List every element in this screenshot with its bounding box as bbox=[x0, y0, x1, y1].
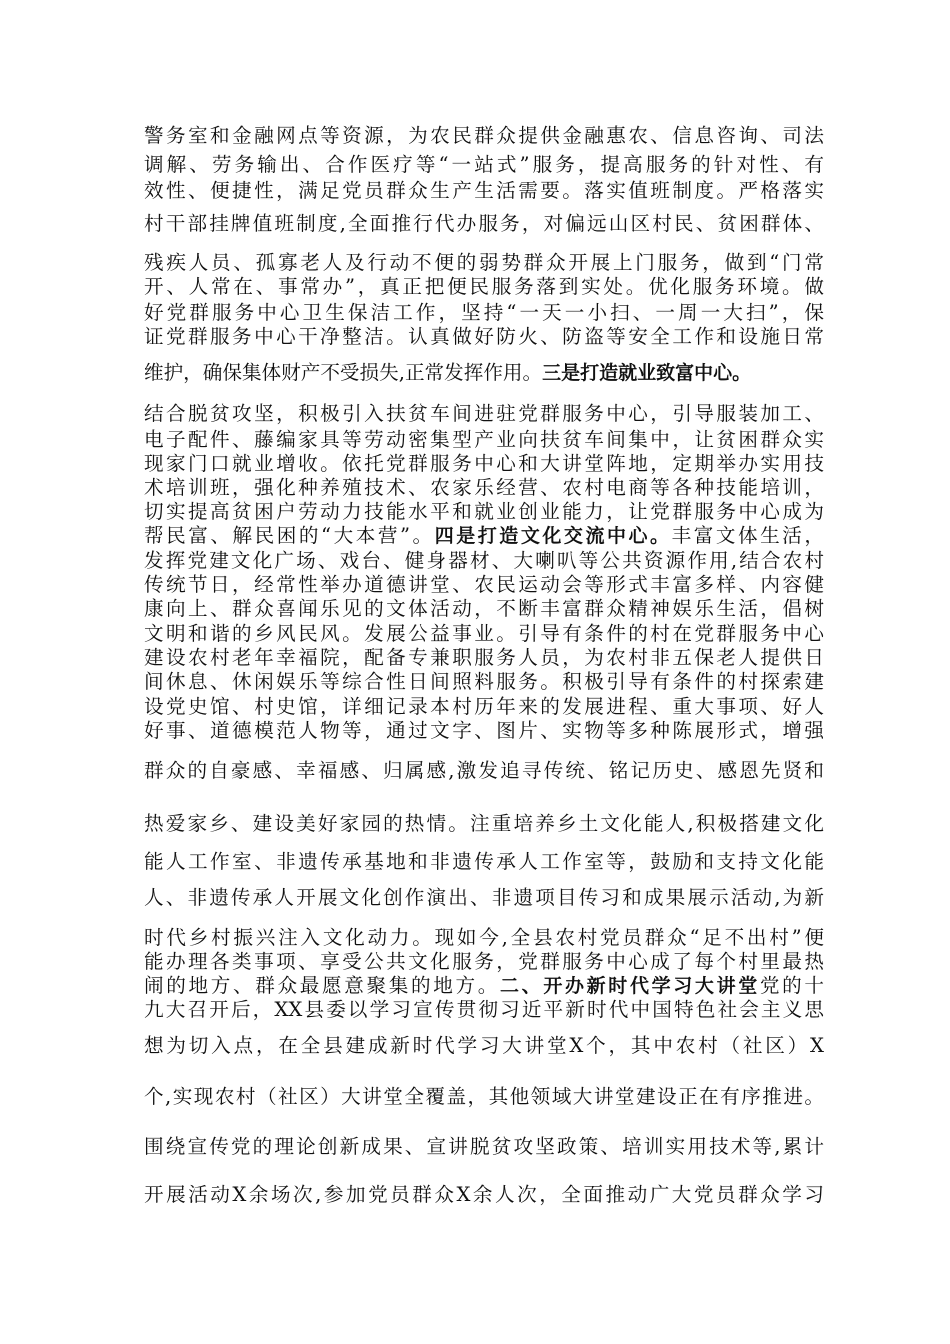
line-text: 时代乡村振兴注入文化动力。现如今,全县农村党员群众“足不出村”便 bbox=[144, 926, 824, 949]
text-line bbox=[144, 809, 824, 839]
line-text: 传统节日，经常性举办道德讲堂、农民运动会等形式丰富多样、内容健 bbox=[144, 573, 824, 596]
text-line bbox=[144, 756, 824, 786]
line-text: 术培训班，强化种养殖技术、农家乐经营、农村电商等各种技能培训， bbox=[144, 476, 824, 499]
text-line bbox=[144, 995, 824, 1025]
line-text: 设党史馆、村史馆，详细记录本村历年来的发展进程、重大事项、好人 bbox=[144, 695, 824, 718]
text-line bbox=[144, 1082, 824, 1112]
line-text: 人、非遗传承人开展文化创作演出、非遗项目传习和成果展示活动,为新 bbox=[144, 886, 824, 909]
line-text: 能人工作室、非遗传承基地和非遗传承人工作室等，鼓励和支持文化能 bbox=[144, 850, 824, 873]
line-text: 帮民富、解民困的“大本营”。 bbox=[144, 524, 435, 547]
section-heading: 四是打造文化交流中心。 bbox=[434, 525, 672, 547]
text-line bbox=[144, 883, 824, 913]
text-line bbox=[144, 1180, 824, 1210]
section-heading: 三是打造就业致富中心。 bbox=[542, 362, 752, 384]
line-text: 切实提高贫困户劳动力技能水平和就业创业能力，让党群服务中心成为 bbox=[144, 500, 824, 523]
text-line bbox=[144, 322, 824, 352]
line-text: 发挥党建文化广场、戏台、健身器材、大喇叭等公共资源作用,结合农村 bbox=[144, 549, 824, 572]
text-line bbox=[144, 209, 824, 239]
line-text: 调解、劳务输出、合作医疗等“一站式”服务，提高服务的针对性、有 bbox=[144, 153, 824, 176]
line-text: 闹的地方、群众最愿意聚集的地方。 bbox=[144, 974, 501, 997]
line-text: 能办理各类事项、享受公共文化服务，党群服务中心成了每个村里最热 bbox=[144, 950, 824, 973]
text-line bbox=[144, 1031, 824, 1061]
line-text-after: 党的十 bbox=[759, 974, 825, 997]
line-text: 村干部挂牌值班制度,全面推行代办服务，对偏远山区村民、贫困群体、 bbox=[144, 212, 824, 235]
text-line bbox=[144, 1132, 824, 1162]
line-text: 开展活动X余场次,参加党员群众X余人次，全面推动广大党员群众学习 bbox=[144, 1183, 824, 1206]
text-line bbox=[144, 358, 824, 388]
line-text-after: 丰富文体生活， bbox=[671, 524, 824, 547]
line-text: 个,实现农村（社区）大讲堂全覆盖，其他领域大讲堂建设正在有序推进。 bbox=[144, 1085, 824, 1108]
text-line bbox=[144, 176, 824, 206]
line-text: 残疾人员、孤寡老人及行动不便的弱势群众开展上门服务，做到“门常 bbox=[144, 251, 824, 274]
line-text: 结合脱贫攻坚，积极引入扶贫车间进驻党群服务中心，引导服装加工、 bbox=[144, 402, 824, 425]
line-text: 围绕宣传党的理论创新成果、宣讲脱贫攻坚政策、培训实用技术等,累计 bbox=[144, 1135, 824, 1158]
line-text: 间休息、休闲娱乐等综合性日间照料服务。积极引导有条件的村探索建 bbox=[144, 670, 824, 693]
line-text: 电子配件、藤编家具等劳动密集型产业向扶贫车间集中，让贫困群众实 bbox=[144, 428, 824, 451]
text-line bbox=[144, 121, 824, 151]
line-text: 建设农村老年幸福院，配备专兼职服务人员，为农村非五保老人提供日 bbox=[144, 646, 824, 669]
text-line bbox=[144, 716, 824, 746]
section-heading: 二、开办新时代学习大讲堂 bbox=[500, 975, 760, 997]
text-line bbox=[144, 847, 824, 877]
line-text: 文明和谐的乡风民风。发展公益事业。引导有条件的村在党群服务中心 bbox=[144, 622, 824, 645]
line-text: 警务室和金融网点等资源，为农民群众提供金融惠农、信息咨询、司法 bbox=[144, 124, 824, 147]
line-text: 好党群服务中心卫生保洁工作，坚持“一天一小扫、一周一大扫”，保 bbox=[144, 301, 824, 324]
line-text: 维护，确保集体财产不受损失,正常发挥作用。 bbox=[144, 361, 543, 384]
line-text: 想为切入点，在全县建成新时代学习大讲堂X个，其中农村（社区）X bbox=[144, 1034, 824, 1057]
line-text: 开、人常在、事常办”，真正把便民服务落到实处。优化服务环境。做 bbox=[144, 275, 824, 298]
line-text: 热爱家乡、建设美好家园的热情。注重培养乡土文化能人,积极搭建文化 bbox=[144, 812, 824, 835]
line-text: 现家门口就业增收。依托党群服务中心和大讲堂阵地，定期举办实用技 bbox=[144, 452, 824, 475]
line-text: 好事、道德模范人物等，通过文字、图片、实物等多种陈展形式，增强 bbox=[144, 719, 824, 742]
line-text: 证党群服务中心干净整洁。认真做好防火、防盗等安全工作和设施日常 bbox=[144, 325, 824, 348]
line-text: 九大召开后，XX县委以学习宣传贯彻习近平新时代中国特色社会主义思 bbox=[144, 998, 824, 1021]
line-text: 效性、便捷性，满足党员群众生产生活需要。落实值班制度。严格落实 bbox=[144, 179, 824, 202]
line-text: 康向上、群众喜闻乐见的文体活动，不断丰富群众精神娱乐生活，倡树 bbox=[144, 597, 824, 620]
line-text: 群众的自豪感、幸福感、归属感,激发追寻传统、铭记历史、感恩先贤和 bbox=[144, 759, 824, 782]
